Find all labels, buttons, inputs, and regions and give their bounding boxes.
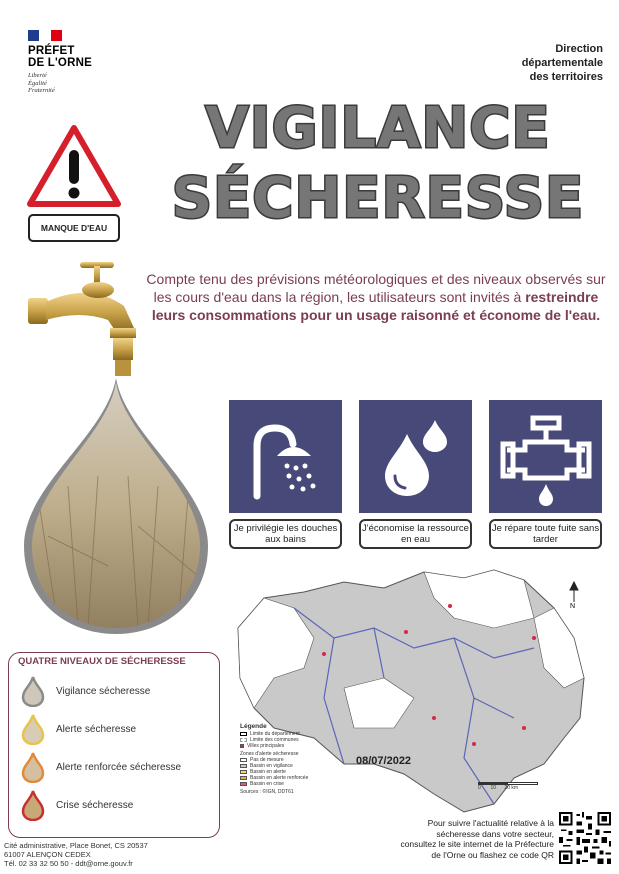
warning-triangle-icon <box>26 124 122 208</box>
alerte-drop-icon <box>20 713 46 745</box>
level-alerte-renforcee: Alerte renforcée sécheresse <box>20 750 220 784</box>
manque-eau-badge: MANQUE D'EAU <box>28 214 120 242</box>
intro-emphasis: restreindre leurs consommations pour un usage raisonné et économe de l'eau. <box>151 289 601 323</box>
intro-text: Compte tenu des prévisions météorologiques et des niveaux observés sur les cours d'eau dans la région, les utilisateurs sont invités à restreindre leurs consommations pour un usage raisonné et économe de l'eau. <box>146 271 606 323</box>
faucet-icon <box>20 258 170 380</box>
prefecture-logo <box>28 30 108 95</box>
tip-tile-shower <box>229 400 342 513</box>
map-scale: 0 10 20 km <box>478 782 538 791</box>
follow-text: Pour suivre l'actualité relative à la sécheresse dans votre secteur, consultez le site internet de la Préfecture de l'Orne ou flashez ce code QR <box>400 818 554 860</box>
alerte-renforcee-drop-icon <box>20 751 46 783</box>
pipe-leak-icon <box>489 400 602 513</box>
map-date: 08/07/2022 <box>356 755 412 767</box>
dry-grass-drop-image <box>18 376 214 638</box>
direction-label: Direction départementale des territoires <box>521 43 603 83</box>
tip-tile-leak <box>489 400 602 513</box>
shower-icon <box>229 400 342 513</box>
prefet-line1: PRÉFET <box>28 45 75 57</box>
crise-drop-icon <box>20 789 46 821</box>
levels-title: QUATRE NIVEAUX DE SÉCHERESSE <box>18 656 186 667</box>
title-line2: SÉCHERESSE <box>171 166 585 231</box>
north-label: N <box>570 603 576 610</box>
footer-address: Cité administrative, Place Bonet, CS 20537 61007 ALENÇON CEDEX Tél. 02 33 32 50 50 - ddt@orne.gouv.fr <box>4 841 148 868</box>
motto: Liberté Égalité Fraternité <box>28 72 55 94</box>
water-drops-icon <box>359 400 472 513</box>
vigilance-drop-icon <box>20 675 46 707</box>
tip-caption-drops: J'économise la ressource en eau <box>359 519 472 549</box>
level-crise: Crise sécheresse <box>20 788 220 822</box>
tip-caption-leak: Je répare toute fuite sans tarder <box>489 519 602 549</box>
tip-caption-shower: Je privilégie les douches aux bains <box>229 519 342 549</box>
level-vigilance: Vigilance sécheresse <box>20 674 220 708</box>
map-legend: Légende Limite du département Limite des communes Villes principales Zones d'alerte sécheresse Pas de mesure Bassin en vigilance Bassin en alerte Bassin en alerte renforcée Bassin en crise Sources : ©IGN, DDT61 <box>240 723 309 795</box>
title-line1: VIGILANCE <box>205 96 551 161</box>
qr-code-icon[interactable] <box>557 810 613 866</box>
tip-tile-drops <box>359 400 472 513</box>
french-flag-icon <box>28 30 62 41</box>
prefet-line2: DE L'ORNE <box>28 57 92 69</box>
level-alerte: Alerte sécheresse <box>20 712 220 746</box>
